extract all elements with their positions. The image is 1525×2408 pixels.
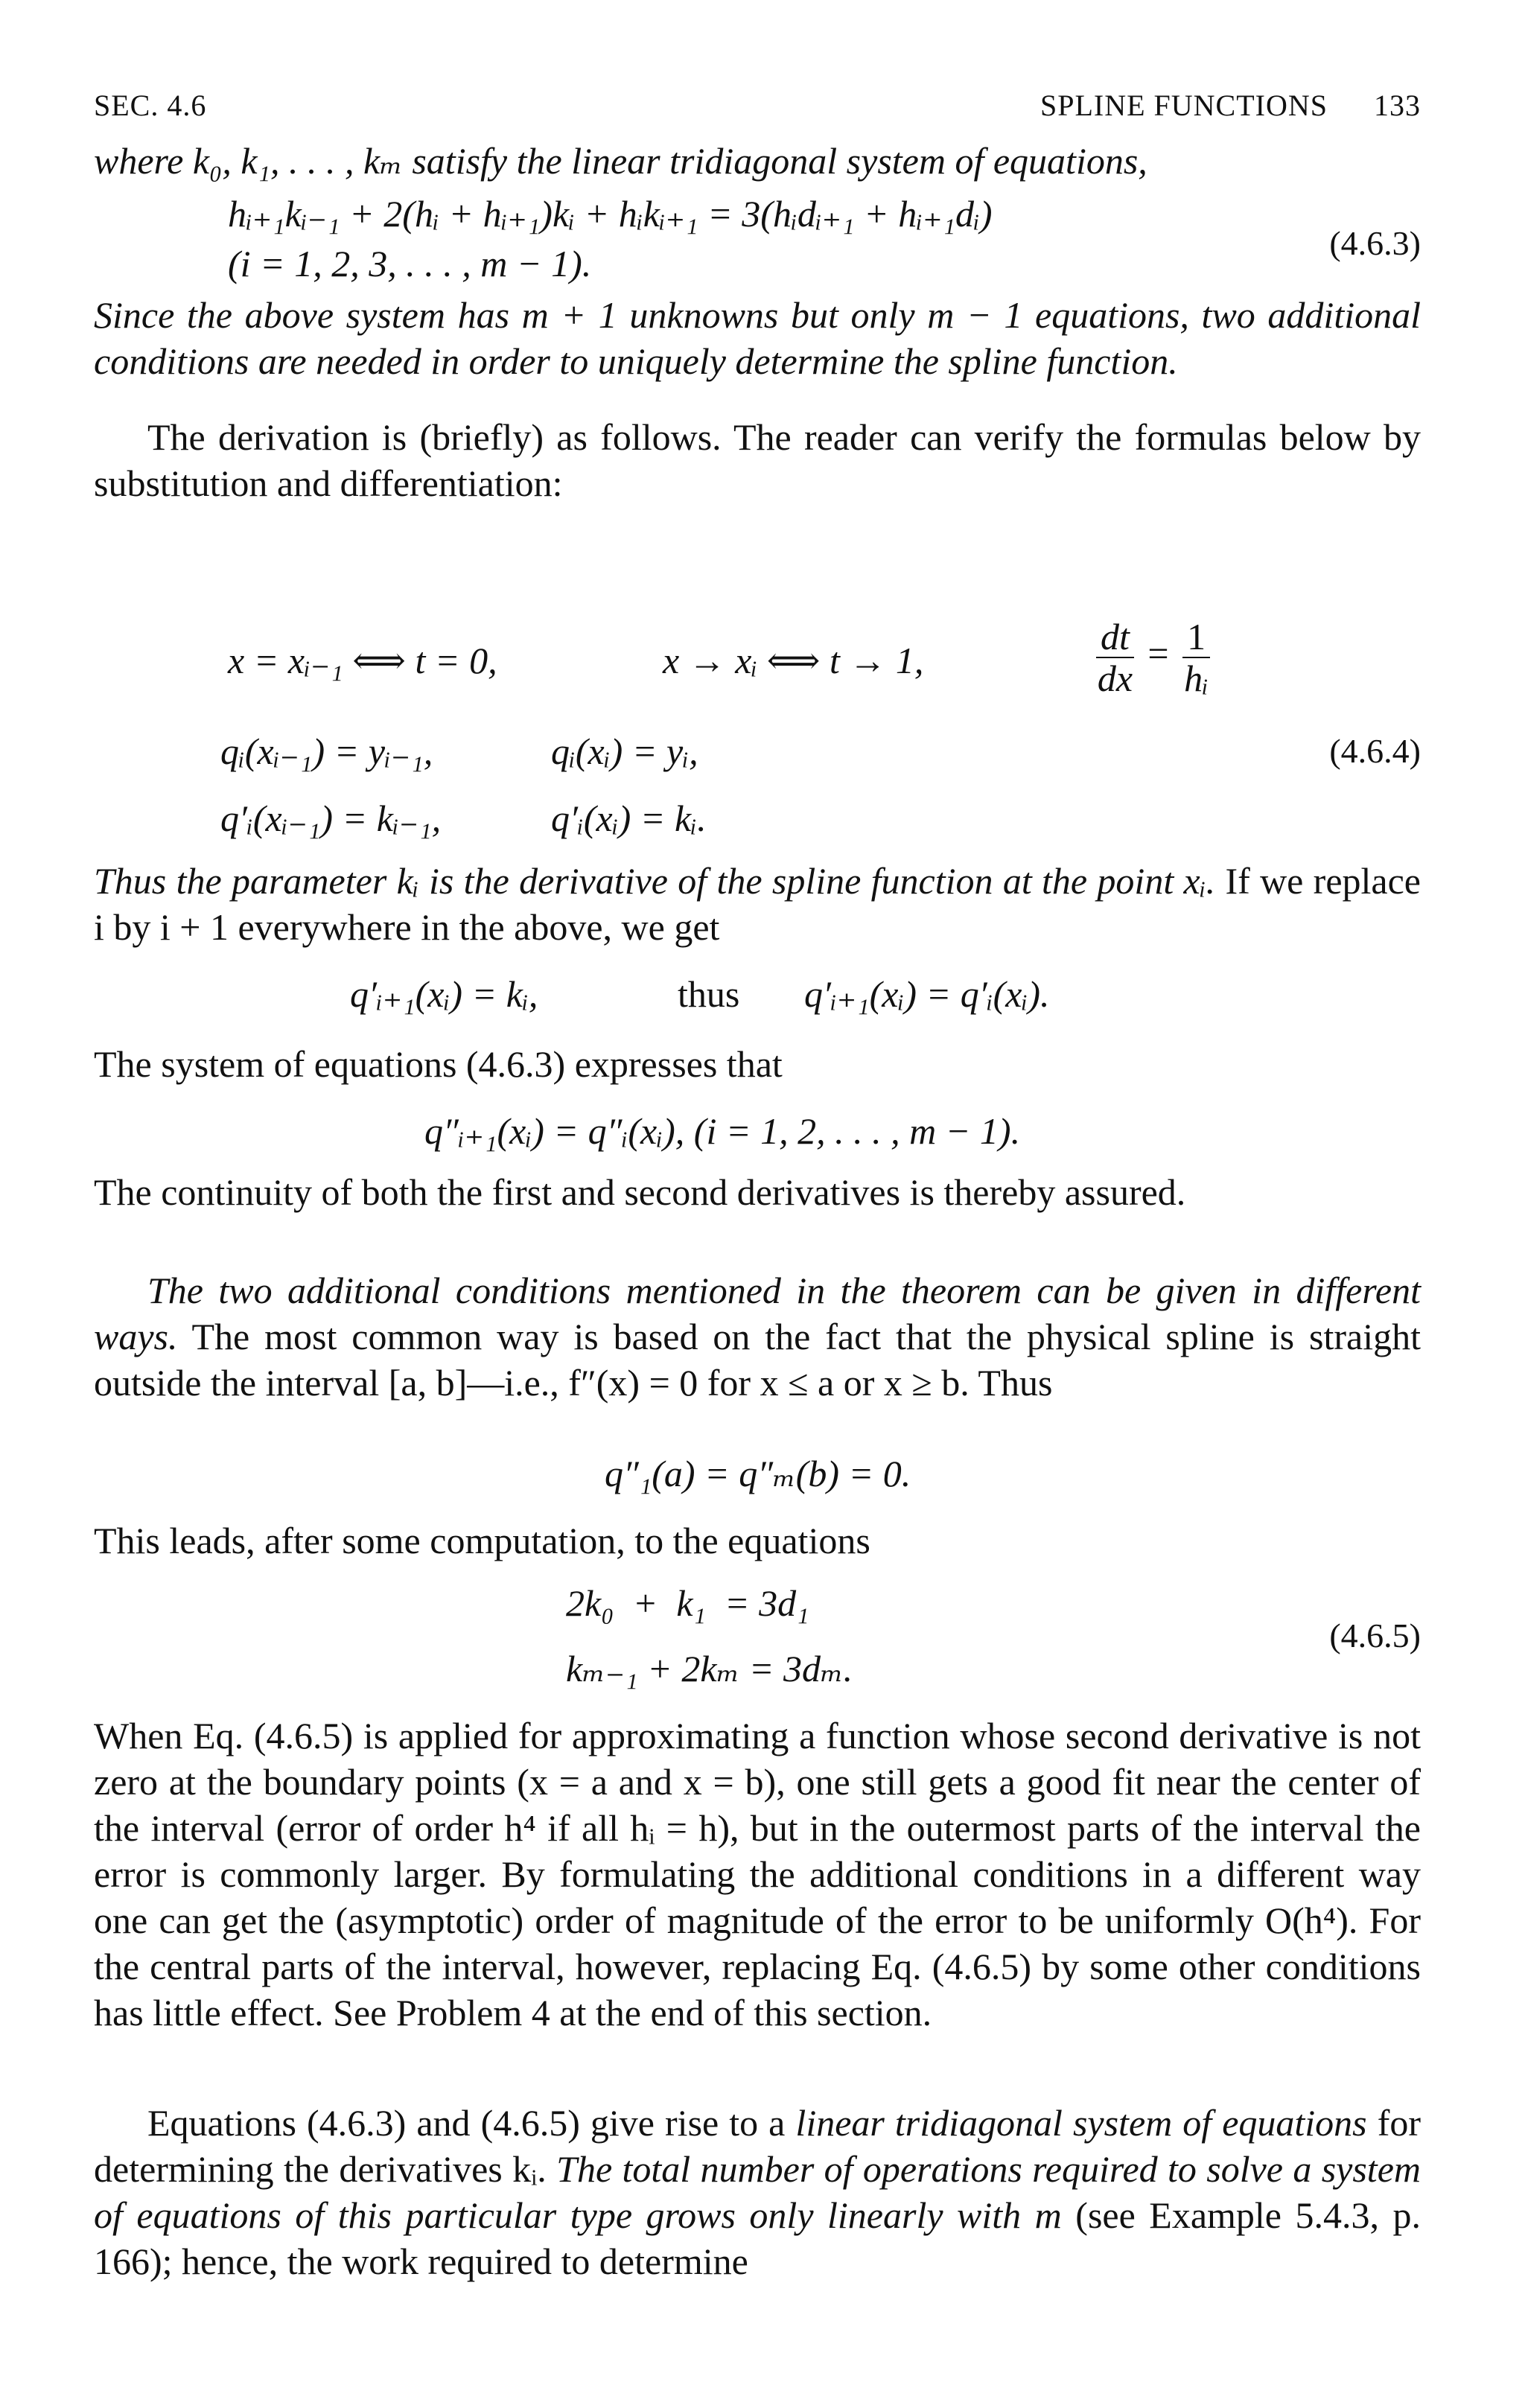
running-header [1040, 88, 1421, 123]
eq-replace-thus: thus [678, 973, 740, 1015]
eq-4-6-4-row3-a: q′ᵢ(xᵢ₋₁) = kᵢ₋₁, [220, 797, 442, 839]
running-title: SPLINE FUNCTIONS [1040, 89, 1328, 122]
fraction-dt-dx: $\frac{dt}{dx}$ [1097, 616, 1133, 699]
eq-4-6-4-row1-a: x = xᵢ₋₁ ⟺ t = 0, [228, 640, 497, 681]
eq-4-6-4-row2-a: qᵢ(xᵢ₋₁) = yᵢ₋₁, [220, 730, 433, 772]
paragraph-equations: Equations (4.6.3) and (4.6.5) give rise to a linear tridiagonal system of equations for determining the derivatives kᵢ. The total number of operations required to solve a system of equations of this particular type grows only linearly with m (see Example 5.4.3, p. 166); hence, the work required to determine [94, 2102, 1421, 2282]
paragraph-since: Since the above system has m + 1 unknowns but only m − 1 equations, two additional conditions are needed in order to uniquely determine the spline function. [94, 294, 1421, 382]
intro-line: where k₀, k₁, . . . , kₘ satisfy the linear tridiagonal system of equations, [94, 140, 1147, 182]
eq-replace-left: q′ᵢ₊₁(xᵢ) = kᵢ, [350, 973, 538, 1015]
eq-number-4-6-5: (4.6.5) [1329, 1617, 1421, 1654]
eq-4-6-5-line2: kₘ₋₁ + 2kₘ = 3dₘ. [566, 1648, 853, 1689]
paragraph-leads: This leads, after some computation, to the equations [94, 1520, 870, 1561]
paragraph-continuity: The continuity of both the first and second derivatives is thereby assured. [94, 1171, 1186, 1213]
paragraph-system: The system of equations (4.6.3) expresses that [94, 1043, 783, 1085]
eq-number-4-6-3: (4.6.3) [1329, 224, 1421, 262]
eq-boundary: q″₁(a) = q″ₘ(b) = 0. [605, 1453, 911, 1494]
eq-4-6-4-row2-b: qᵢ(xᵢ) = yᵢ, [551, 730, 698, 772]
paragraph-thus: Thus the parameter kᵢ is the derivative of the spline function at the point xᵢ. If we replace i by i + 1 everywhere in the above, we get [94, 860, 1421, 948]
eq-4-6-4-row1-b: x → xᵢ ⟺ t → 1, [663, 640, 924, 681]
eq-replace-right: q′ᵢ₊₁(xᵢ) = q′ᵢ(xᵢ). [804, 973, 1050, 1015]
fraction-one-over-h: $\frac{1}{\text{hᵢ}}$ [1182, 617, 1210, 698]
section-label: SEC. 4.6 [94, 89, 207, 122]
paragraph-derivation: The derivation is (briefly) as follows. The reader can verify the formulas below by substitution and differentiation: [94, 416, 1421, 504]
paragraph-two-conditions: The two additional conditions mentioned in the theorem can be given in different ways. The most common way is based on the fact that the physical spline is straight outside the interval [a, b]—i.e., f″(x) = 0 for x ≤ a or x ≥ b. Thus [94, 1270, 1421, 1404]
eq-4-6-5-line1: 2k₀ + k₁ = 3d₁ [566, 1582, 809, 1624]
eq-4-6-4-row3-b: q′ᵢ(xᵢ) = kᵢ. [551, 797, 707, 839]
page-number: 133 [1374, 89, 1421, 122]
eq-4-6-3-line2: (i = 1, 2, 3, . . . , m − 1). [228, 243, 592, 284]
eq-number-4-6-4: (4.6.4) [1329, 732, 1421, 770]
eq-4-6-3-line1: hᵢ₊₁kᵢ₋₁ + 2(hᵢ + hᵢ₊₁)kᵢ + hᵢkᵢ₊₁ = 3(hᵢdᵢ₊₁ + hᵢ₊₁dᵢ) [228, 193, 993, 235]
eq-second-derivative: q″ᵢ₊₁(xᵢ) = q″ᵢ(xᵢ), (i = 1, 2, . . . , m − 1). [424, 1110, 1021, 1152]
paragraph-when: When Eq. (4.6.5) is applied for approximating a function whose second derivative is not zero at the boundary points (x = a and x = b), one still gets a good fit near the center of the interval (error of order h⁴ if all hᵢ = h), but in the outermost parts of the interval the error is commonly larger. By formulating the additional conditions in a different way one can get the (asymptotic) order of magnitude of the error to be uniformly O(h⁴). For the central parts of the interval, however, replacing Eq. (4.6.5) by some other conditions has little effect. See Problem 4 at the end of this section. [94, 1715, 1421, 2033]
eq-4-6-4-derivative: $\frac{dt}{dx}$ = $\frac{1}{\text{hᵢ}}$ [1092, 617, 1214, 698]
